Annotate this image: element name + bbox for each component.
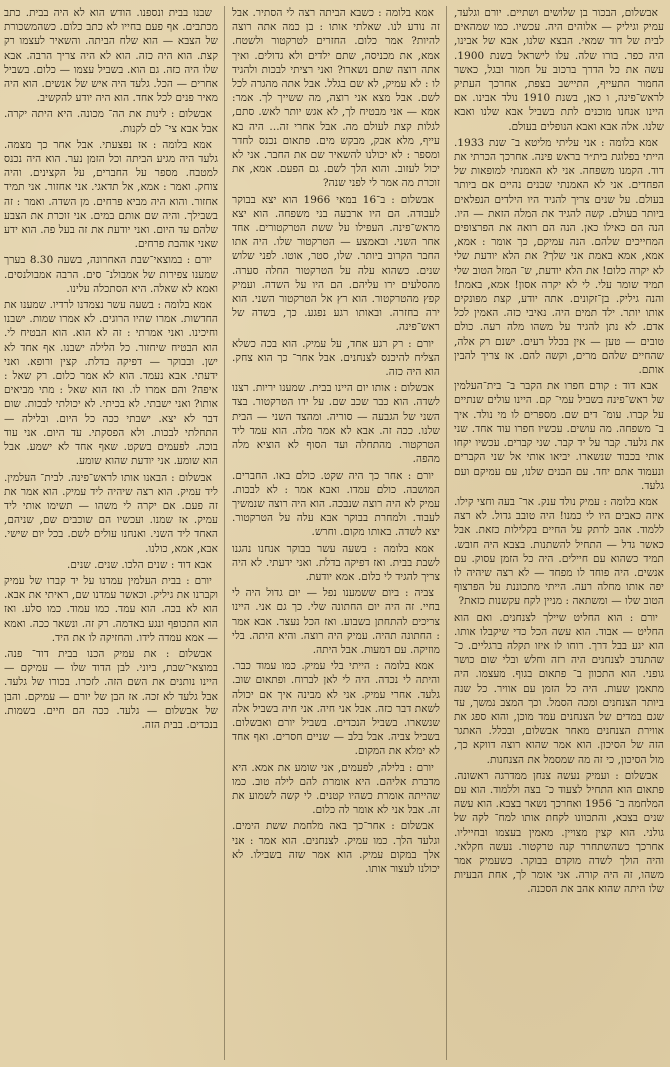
paragraph: אבשלום : את עמיק הכנו בבית דוד־ פנה. במוצאי־שבת, ביוני. לבן הדוד שלו — עמיקם — היינו נותנים את השם הזה. לזכרו. בכורו של גלעד. אבל גלעד לא זכה. אז הבן של יורם — עמיקם. והבן של אבשלום — גלעד. ככה הם חיים. בשמות. בנכדים. בבית הזה. (4, 647, 218, 731)
paragraph: אבשלום, הבכור בן שלושים ושתיים. יורם וגלעד, עמיק וגיליק — אלוהים היה. עכשיו. כמו שמהאים לבית של דוד שמאי. הבצא שלנו, אבא של אבינו, היה כפר. בורו שלה. עלו לישראל בשנת 1900. עשה את כל הדרך ברכוב על חמור ובגל, כאשר החמור התעייף, התיישב בצפת, אחרכך העתיק לראש־פינה, ו כאן, בשנת 1910 נולד אבינו. אם היינו אנחנו מוכנים לתת בשביל אבא שלנו ואבא שלנו. אלה אבא ואבא הנופלים בעולם. (454, 7, 664, 133)
column-divider (224, 6, 225, 1060)
paragraph: אמא בלומה : עמיק נולד ענק. אר־ בעה וחצי קילו. איזה כאבים היו לי כמנו! היה טובב גדול. לא רצה ללמוד. אהב לרתק על החיים בקלילות כזאת. אבל כאשר גדל — התחיל להשתנות. בצבא היה חובש. תמיד כשהוא עם חיילים. היה כל הזמן עסוק. עם אנשים. היה פוחד לו מפחד — לא רצה שיהיה לו יפה אותו מחלה רעה. הייתי מתכוננת על הפרצוף הטוב שלו — ומשתאה : מניין לקח עקשנות כזאת? (454, 495, 664, 608)
paragraph: אמא בלומה : בשעה עשר נצמדנו לרדיו. שמענו את החדשות. אמרו שהיו הרוגים. לא אמרו שמות. ישבנו וחיכינו. ואני אמרתי : זה לא הוא. הוא הבטיח לי. הוא הבטיח שיחזור. כל הלילה ישבנו. אף אחד לא ישן. ובבוקר — דפיקה בדלת. קצין ורופא. ואני ידעתי. אבא נעמד. הוא לא אמר כלום. רק שאל : איפה? והם אמרו לו. ואז הוא שאל : מתי מביאים אותו? ואני ישבתי. לא בכיתי. לא יכולתי לבכות. שום דבר לא יצא. ישבתי ככה כל היום. ובלילה — התחלתי לבכות. ולא הפסקתי. עד היום. אני עוד בוכה. לפעמים בשקט. שאף אחד לא ישמע. אבל הוא שומע. אני יודעת שהוא שומע. (4, 299, 218, 468)
paragraph: אבשלום : ב־16 במאי 1966 הוא יצא בבוקר לעבודה. הם היו ארבעה בני משפחה. הוא יצא מראש־פינה. העפילו על ששת הטרקטורים. אחד אחר השני. ובאמצע — הטרקטור שלו. היה אתו החבר הקרוב ביותר. שלו, סטר, אוטו. לפני שלוש שנים. כשהוא עלה על הטרקטור החלה סערה. מהסלעים ירו עליהם. הם היו על השדה. ועמיק קפץ מהטרקטור. הוא רץ אל הטרקטור השני. הוא ירה בחזרה. ובאותו רגע נפגע. כך, בשדה של ראש־פינה. (232, 193, 440, 334)
paragraph: יורם : במוצאי־שבת האחרונה, בשעה 8.30 בערך שמענו צפירות של אמבולנ־ סים. הרבה אמבולנסים. ואמא לא שאלה. היא הסתכלה עלינו. (4, 254, 218, 295)
paragraph: אבשלום : אחר־כך באה מלחמת ששת הימים. וגלעד הלך. כמו עמיק. לצנחנים. הוא אמר : אני אלך במקום עמיק. הוא אמר שזה בשבילו. לא יכולנו לעצור אותו. (232, 820, 440, 875)
column-right (454, 6, 664, 1060)
paragraph: יורם : אחר כך היה שקט. כולם באו. החברים. המושבה. כולם עמדו. ואבא אמר : לא לבכות. עמיק לא היה רוצה שנבכה. הוא היה רוצה שנמשיך לעבוד. ולמחרת בבוקר אבא עלה על הטרקטור. יצא לשדה. באותו מקום. וחרש. (232, 469, 440, 539)
paragraph: יורם : בבית העלמין עמדנו על יד קברו של עמיק וקברנו את גיליק. וכאשר עמדנו שם, ראיתי את אבא. הוא לא בכה. הוא עמד. כמו עמוד. כמו סלע. ואז הוא התכופף ונגע באדמה. רק זה. ונשאר ככה. ואמא — אמא עמדה לידו. והחזיקה לו את היד. (4, 574, 218, 644)
paragraph: יורם : בלילה, לפעמים, אני שומע את אמא. היא מדברת אליהם. היא אומרת להם לילה טוב. כמו שהייתה אומרת כשהיו קטנים. לי קשה לשמוע את זה. אבל אני לא אומר לה כלום. (232, 761, 440, 817)
paragraph: שבנו בבית ונספנו. הודש הוא לא היה בבית. כתב מכתבים. אף פעם בחייו לא כתב כלום. כשהמשכורת של הצבא — הוא שלח הביתה. והשאיר לעצמו רק קצת. הוא היה כזה. הוא לא היה צריך הרבה. אבא שלו היה כזה. גם הוא. בשביל עצמו — כלום. בשביל אחרים — הכל. גלעד היה איש של אנשים. הוא היה מאיר פנים לכל אחד. הוא היה יודע להקשיב. (4, 7, 218, 105)
paragraph: יורם : רק רגע אחד, על עמיק. הוא בכה כשלא הצליח להיכנס לצנחנים. אבל אחר־ כך הוא צחק. הוא היה כזה. (232, 337, 440, 379)
paragraph: אמא בלומה : הייתי בלי עמיק. כמו עמוד כבר. והיתה לי נכדה. היה לי לאן לברוח. ופתאום שוב. גלעד. אחרי עמיק. אני לא מבינה איך אם יכולה לשאת דבר כזה. אבל אני חיה. אני חיה בשביל אלה שנשארו. בשביל הנכדים. בשביל יורם ואבשלום. בשביל צביה. אבל בלב — שניים חסרים. ואף אחד לא ימלא את המקום. (232, 660, 440, 758)
column-divider (446, 6, 447, 1060)
column-left (4, 6, 218, 1060)
paragraph: אבשלום : אותו יום היינו בבית. שמענו יריות. רצנו לשדה. הוא כבר שכב שם. על ידו הטרקטור. בצד השני של הגבעה — סוריה. ומהצד השני — הבית שלנו. ככה זה. אבא לא אמר מלה. הוא עמד ליד הטרקטור. מהתחלה ועד הסוף לא הוציא מלה מהפה. (232, 382, 440, 466)
paragraph: צביה : ביום ששמענו נפל — יום גדול היה לי בחיי. זה היה יום החתונה שלי. כך גם אני. היינו צריכים להתחתן בשבוע. ואז הכל נעצר. אבא אמר : החתונה תהיה. עמיק היה רוצה. והיא היתה. בלי מוזיקה. עם דמעות. אבל היתה. (232, 587, 440, 656)
paragraph: אבשלום : הבאנו אותו לראש־פינה. לבית־ העלמין. ליד עמיק. הוא רצה שיהיה ליד עמיק. הוא אמר את זה פעם. אם יקרה לי משהו — תשימו אותי ליד עמיק. אז שמנו. ועכשיו הם שוכבים שם, שניהם, האחד ליד השני. ואנחנו עולים לשם. בכל יום שישי. אבא, אמא, כולנו. (4, 471, 218, 555)
paragraph: אבא דוד : שנים הלכו. שנים. שנים. (67, 558, 212, 571)
paragraph: אבשלום : ועמיק נעשה צנחן ממדרגה ראשונה. פתאום הוא התחיל לצעוד כ־ בצה וללמוד. הוא עם המלחמה ב־ 1956 ואחרכך נשאר בצבא. הוא עשה שנים בצבא, והתכוונו לקחת אותו למח־ לקה של גולני. הוא קצין מצויין. מאמין בעצמו ובחייליו. אחרכך כשהשתחרר קנה טרקטור. נעשה חקלאי. והיה הולך לשדה מוקדם בבוקר. כשעמיק אמר משהו, זה היה קורה. אני אומר לך, אחת הבעיות שלו היתה שהוא אהב את הסכנה. (454, 769, 664, 896)
paragraph: אמא בלומה : אז נפצעתי. אבל אחר כך מצמה. גלעד היה מגיע הביתה וכל הזמן נער. הוא היה נכנס למטבח. מספר על החברים, על הקצינים. והיה צוחק. ואמר : אמא, אל תדאגי. אני אחזור. אני תמיד אחזור. והוא היה מביא פרחים. מן השדה. ואמר : זה בשבילך. והיה שם אותם במים. אני זוכרת את הצבע שלהם עד היום. ואני יודעת את זה בעל פה. הוא ידע שאני אוהבת פרחים. (4, 138, 218, 251)
paragraph: אבשלום : לינות את הה־ מכונה. היא היתה יקרה. אבל אבא צי־ לם לקנות. (4, 108, 218, 135)
paragraph: אמא בלומה : כשבא הביתה רצה לי הסתיר. אבל זה נודע לנו. שאלתי אותו : בן כמה אתה רוצה להיות? אמר כלום. החזרים לטרקטור ולשטח. אמא, את מכניסה, שתם ילדים ולא גדולים. ואיך אתה רוצה שתם נשארו? ואני רציתי לבכות ולהגיד לו : לא עמיק, לא שם בגלל. אבל אתה מהגרה לכל לשם. אבל מצא אני רוצה, מה ששייך לך. אמר: אמא — אני מבטיח לך, לא אגש יותר לאש. סתם, לגלות קצת לעולם מה. אבל אחרי זה... היה בא עייף, מלא אבק, מבקש מים. פתאום נכנס לחדר ומספר : לא יכולנו להשאיר שם את החבר. אני לא יכול לעזוב. והוא הלך לשם. גם הפעם. אמא, את זוכרת מה אמר לי לפני שנה? (232, 7, 440, 190)
paragraph: אבא דוד : קודם חפרו את הקבר ב־ בית־העלמין של ראש־פינה בשביל עמי־ קם. היינו עולים שנתיים על קברו. עומ־ דים שם. מספרים לו מי נולד. איך ב־ משפחה. מה עושים. עכשיו חפרו עוד אחד. שני את גלעד. קבר על יד קבר. שני קברים. עכשיו יקחו אותי בכבוד שנשארו. יביאו אותי אל שני הקברים ונעמוד אתם יחד. עם הבנים שלנו, עם עמיקם ועם גלעד. (454, 380, 664, 492)
paragraph: אמא בלומה : בשעה עשר בבוקר אנחנו נהגנו לשבת בבית. ואז דפיקה בדלת. ואני ידעתי. לא היה צריך להגיד לי כלום. אמא יודעת. (232, 542, 440, 583)
column-middle (232, 6, 440, 1060)
paragraph: אמא בלומה : אני עליתי מליטא ב־ שנת 1933. הייתי בפלוגת בית״ר בראש פינה. אחרכך הכרתי את דוד. הקמנו משפחה. אני לא האמנתי למופאות של הפחדים. אני לא האמנתי שבנים נהיים אם ביותר בעולם. על שנים צריך להגיד היו הילדים הנפלאים ביותר בעולם. קשה להגיד את המלה הזאת — היו. הנה הם כאילו כאן. הנה הם רואה את הפרצופים המחייכים שלהם. הנה עמיקם, כך אומר : אמא, אמא, אמא באמת אני שלך? את הלא יודעת שלי לא יקרה כלום! את הלא יודעת, ש־ המזל הטוב שלי תמיד שומר עלי. לי לא יקרה אסון! אמא, באמת! והנה גיליק. בן־זקונים. אתה יודע, קצת מפונקים אותו יותר. ילד תמים היה. נאיבי כזה. האמין לכל אדם. לא נתן להגיד על משהו מלה רעה. כולם טובים — טען — אין בכלל רעים. ישנם רק אלה, שהחיים שלהם מרים, וקשה להם. אז צריך להבין אותם. (454, 136, 664, 377)
paragraph: יורם : הוא החליט שיילך לצנחנים. ואם הוא החליט — אבוד. הוא עשה הכל כדי שיקבלו אותו. הוא יגע בבל דרך. רוחו לו איזו תקלה ברגליים. כ־ שהתנדב לצנחנים היה רזה וחלש ובלי שום כושר גופני. הוא התכוון ב־ פתאום בגוף. מעצמו. היה מתאמן שעות. היה כל הזמן עם אוויר. כל שנה ביותר הצנחנים ומכה הסמל. וכך המצב נמשך, עד שגם במדים של הצנחנים עמד מוכן, והוא ספג את אווירת הצנחנים מאחר אבשלום, ובכלל. האתגר הזה של הסיכון. הוא אמר שהוא רוצה דווקא כך, מול הסיכון, כי זה מה שמסמל את הצנחנות. (454, 611, 664, 766)
